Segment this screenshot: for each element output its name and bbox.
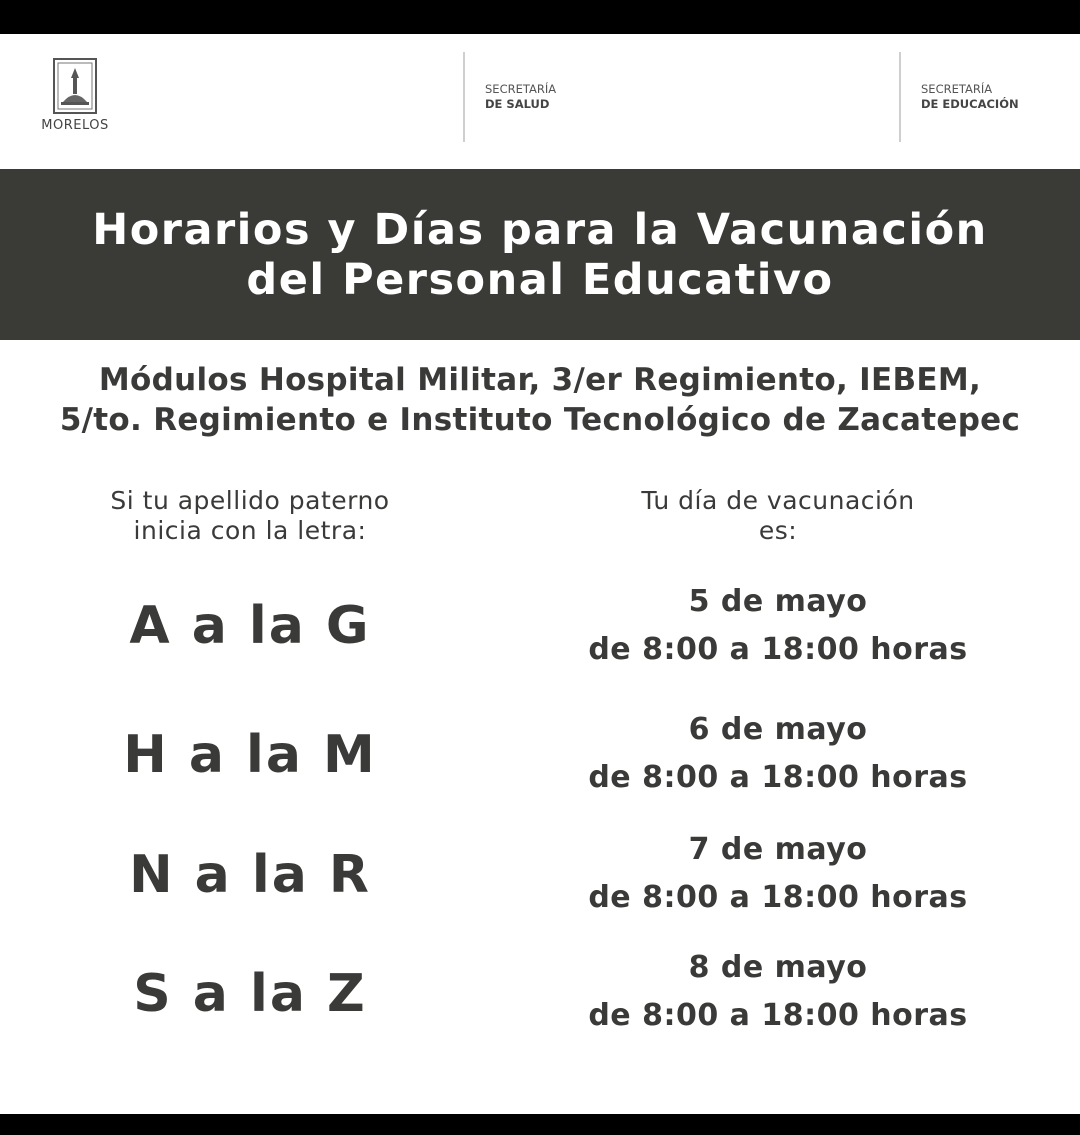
title-line1: Horarios y Días para la Vacunación bbox=[92, 204, 988, 255]
modules-line1: Módulos Hospital Militar, 3/er Regimiento, IEBEM, bbox=[98, 362, 982, 398]
header-divider bbox=[463, 52, 465, 142]
letter-header-line1: Si tu apellido paterno bbox=[110, 486, 390, 515]
letter-range: A a la G bbox=[129, 596, 371, 656]
vaccination-hours: de 8:00 a 18:00 horas bbox=[588, 880, 968, 915]
vaccination-hours: de 8:00 a 18:00 horas bbox=[588, 760, 968, 795]
modules-text bbox=[0, 360, 1080, 440]
vaccination-day: 5 de mayo bbox=[688, 584, 868, 619]
vaccination-day: 7 de mayo bbox=[688, 832, 868, 867]
letter-range: S a la Z bbox=[133, 964, 367, 1024]
modules-line2: 5/to. Regimiento e Instituto Tecnológico de Zacatepec bbox=[59, 402, 1021, 438]
day-column-header bbox=[590, 486, 966, 546]
vaccination-hours: de 8:00 a 18:00 horas bbox=[588, 632, 968, 667]
vaccination-day: 6 de mayo bbox=[688, 712, 868, 747]
schedule-entry bbox=[560, 826, 996, 922]
header-divider bbox=[899, 52, 901, 142]
educacion-line1: SECRETARÍA bbox=[921, 82, 993, 96]
letter-column-header bbox=[90, 486, 410, 546]
secretaria-educacion-logo bbox=[921, 82, 1019, 112]
vaccination-day: 8 de mayo bbox=[688, 950, 868, 985]
vaccination-poster bbox=[0, 34, 1080, 1114]
schedule-entry bbox=[560, 944, 996, 1040]
salud-line2: DE SALUD bbox=[485, 97, 550, 111]
letter-range: H a la M bbox=[123, 725, 377, 785]
day-header-line1: Tu día de vacunación bbox=[641, 486, 915, 515]
vaccination-hours: de 8:00 a 18:00 horas bbox=[588, 998, 968, 1033]
letter-header-line2: inicia con la letra: bbox=[133, 516, 367, 545]
title-band bbox=[0, 169, 1080, 340]
schedule-entry bbox=[560, 706, 996, 802]
schedule-entry bbox=[560, 578, 996, 674]
title-line2: del Personal Educativo bbox=[246, 254, 834, 305]
day-header-line2: es: bbox=[758, 516, 798, 545]
letter-range: N a la R bbox=[129, 845, 371, 905]
secretaria-salud-logo bbox=[485, 82, 556, 112]
state-name: MORELOS bbox=[41, 118, 109, 133]
morelos-logo bbox=[30, 58, 120, 133]
salud-line1: SECRETARÍA bbox=[485, 82, 557, 96]
educacion-line2: DE EDUCACIÓN bbox=[921, 97, 1019, 111]
morelos-crest-icon bbox=[53, 58, 97, 114]
